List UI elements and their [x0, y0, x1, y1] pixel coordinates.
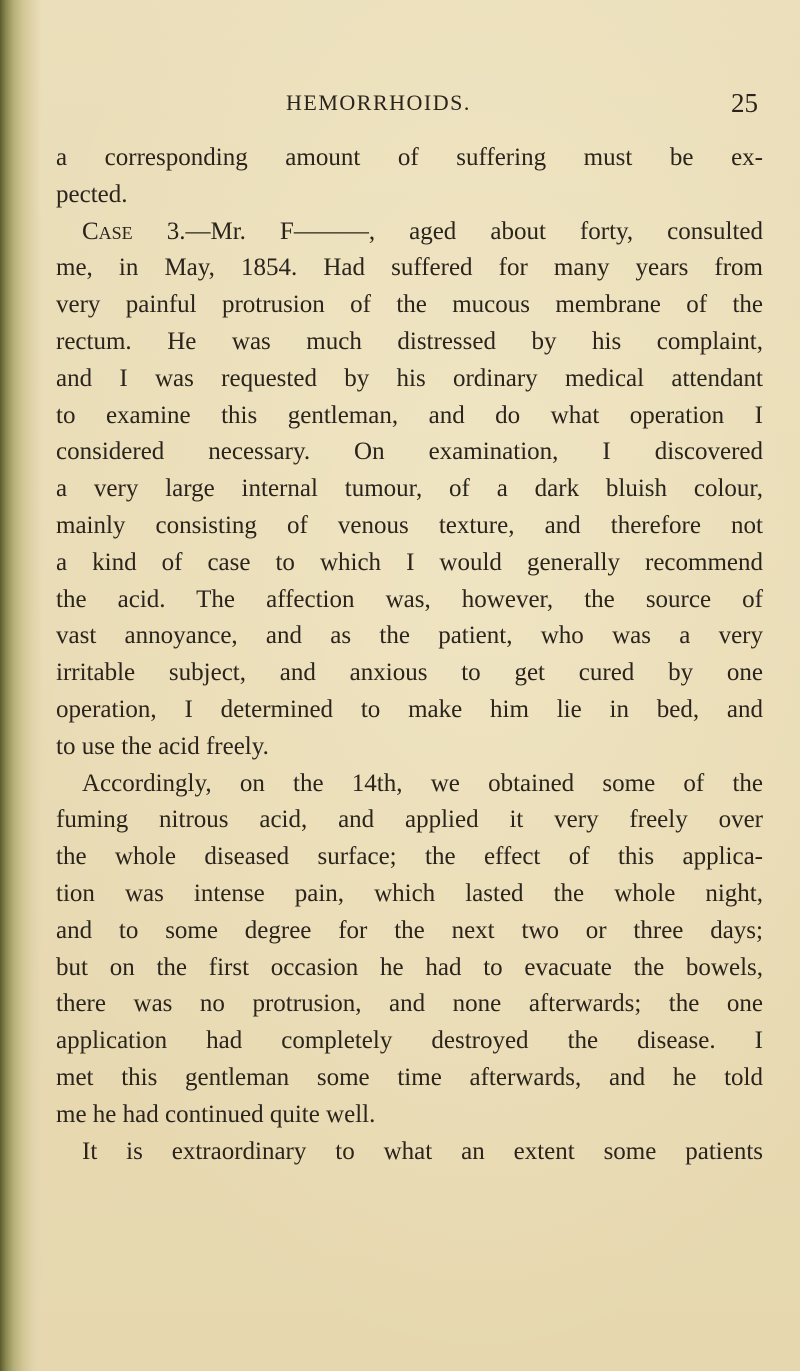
text-line	[56, 1060, 763, 1097]
text-line	[56, 766, 763, 803]
line-text: a kind of case to which I would generally recommend	[56, 548, 763, 576]
text-line	[56, 950, 763, 987]
line-text: and I was requested by his ordinary medical attendant	[56, 364, 763, 392]
line-text: fuming nitrous acid, and applied it very freely over	[56, 806, 763, 834]
line-text: to examine this gentleman, and do what operation I	[56, 401, 763, 429]
text-line	[56, 471, 763, 508]
line-text: very painful protrusion of the mucous membrane of the	[56, 291, 763, 319]
text-line	[56, 692, 763, 729]
text-line	[56, 729, 763, 766]
text-line	[56, 287, 763, 324]
line-text: 3.—Mr. F———, aged about forty, consulted	[132, 217, 763, 245]
text-line	[56, 434, 763, 471]
binding-gutter	[0, 0, 42, 1371]
line-text: met this gentleman some time afterwards, and he told	[56, 1063, 763, 1091]
text-line	[56, 214, 763, 251]
line-text: a corresponding amount of suffering must be ex-	[56, 144, 763, 171]
line-text: vast annoyance, and as the patient, who was a very	[56, 622, 763, 650]
text-line	[56, 913, 763, 950]
line-text: me he had continued quite well.	[56, 1100, 376, 1128]
text-line	[56, 398, 763, 435]
text-line	[56, 361, 763, 398]
line-text: to use the acid freely.	[56, 732, 269, 760]
line-text: a very large internal tumour, of a dark bluish colour,	[56, 475, 763, 503]
line-text: but on the first occasion he had to evacuate the bowels,	[56, 953, 763, 981]
text-line	[56, 618, 763, 655]
line-text: tion was intense pain, which lasted the whole night,	[56, 879, 763, 907]
text-line	[56, 1134, 763, 1171]
running-head: HEMORRHOIDS.	[286, 90, 471, 115]
text-line	[56, 986, 763, 1023]
text-line	[56, 802, 763, 839]
text-line	[56, 876, 763, 913]
text-line	[56, 582, 763, 619]
page-number: 25	[731, 88, 758, 118]
text-line	[56, 177, 763, 214]
text-line	[56, 140, 763, 177]
line-text: operation, I determined to make him lie in bed, and	[56, 695, 763, 723]
line-text: rectum. He was much distressed by his complaint,	[56, 327, 763, 355]
text-line	[56, 545, 763, 582]
case-label: Case	[82, 217, 133, 245]
line-text: and to some degree for the next two or three days;	[56, 916, 763, 944]
line-text: pected.	[56, 180, 128, 208]
page-header	[80, 88, 780, 118]
text-line	[56, 839, 763, 876]
text-line	[56, 508, 763, 545]
line-text: considered necessary. On examination, I discovered	[56, 438, 763, 466]
line-text: me, in May, 1854. Had suffered for many years from	[56, 254, 763, 282]
line-text: the acid. The affection was, however, the source of	[56, 585, 763, 613]
text-line	[56, 655, 763, 692]
line-text: there was no protrusion, and none afterwards; the one	[56, 990, 763, 1018]
line-text: It is extraordinary to what an extent some patients	[82, 1137, 763, 1165]
text-line	[56, 324, 763, 361]
line-text: mainly consisting of venous texture, and therefore not	[56, 511, 763, 539]
line-text: Accordingly, on the 14th, we obtained some of the	[82, 769, 763, 797]
text-line	[56, 250, 763, 287]
body-text	[56, 140, 763, 1170]
line-text: application had completely destroyed the disease. I	[56, 1027, 763, 1055]
line-text: the whole diseased surface; the effect of this applica-	[56, 843, 763, 871]
text-line	[56, 1097, 763, 1134]
text-line	[56, 1023, 763, 1060]
line-text: irritable subject, and anxious to get cured by one	[56, 659, 763, 687]
